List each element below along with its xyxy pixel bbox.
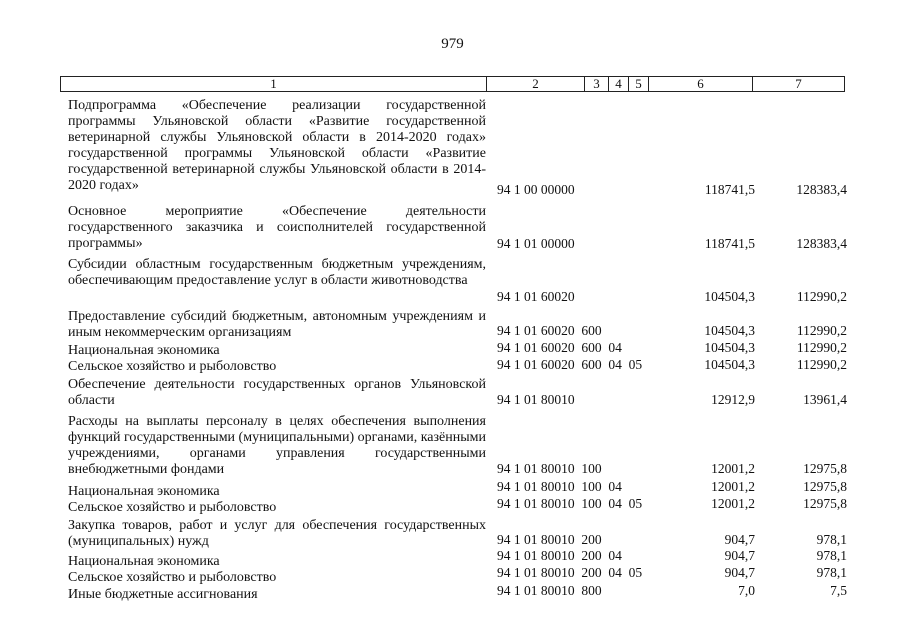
- row-description: Сельское хозяйство и рыболовство: [68, 500, 277, 515]
- column-header: 6: [649, 77, 753, 92]
- row-value-2019: 12001,2: [711, 479, 755, 494]
- row-value-2020: 112990,2: [796, 323, 847, 338]
- row-value-2020: 112990,2: [796, 340, 847, 355]
- row-description: Субсидии областным государственным бюджетным учреждениям, обеспечивающим предоставление услуг в области животноводства: [68, 257, 486, 288]
- row-description: Иные бюджетные ассигнования: [68, 587, 258, 602]
- row-code: 94 1 01 80010 100 04 05: [497, 496, 643, 511]
- row-code: 94 1 01 80010 200 04 05: [497, 565, 643, 580]
- row-code: 94 1 01 80010 200 04: [497, 548, 622, 563]
- row-description: Основное мероприятие «Обеспечение деятельности государственного заказчика и соисполнителей государственной программы»: [68, 204, 486, 251]
- row-value-2020: 978,1: [816, 532, 847, 547]
- row-code: 94 1 01 60020 600 04: [497, 340, 622, 355]
- row-value-2019: 104504,3: [704, 289, 755, 304]
- row-value-2020: 112990,2: [796, 357, 847, 372]
- row-code: 94 1 01 80010 200: [497, 532, 602, 547]
- row-value-2020: 12975,8: [803, 461, 847, 476]
- row-value-2020: 978,1: [816, 565, 847, 580]
- page-number: 979: [441, 36, 464, 52]
- row-code: 94 1 01 60020: [497, 289, 575, 304]
- row-value-2020: 12975,8: [803, 479, 847, 494]
- row-description: Национальная экономика: [68, 554, 220, 569]
- row-value-2020: 112990,2: [796, 289, 847, 304]
- row-value-2020: 128383,4: [796, 236, 847, 251]
- column-header: 2: [487, 77, 585, 92]
- row-value-2019: 904,7: [724, 565, 755, 580]
- row-description: Расходы на выплаты персоналу в целях обеспечения выполнения функций государственными (муниципальными) органами, казёнными учреждениями, органами управления государственными внебюджетными фондами: [68, 414, 486, 477]
- row-value-2019: 904,7: [724, 548, 755, 563]
- row-value-2020: 12975,8: [803, 496, 847, 511]
- row-description: Подпрограмма «Обеспечение реализации государственной программы Ульяновской области «Развитие государственной ветеринарной службы Ульяновской области в 2014-2020 годах» государственной программы Ульяновской области «Развитие государственной ветеринарной службы Ульяновской области в 2014-2020 годах»: [68, 98, 486, 193]
- row-value-2020: 7,5: [830, 583, 847, 598]
- row-description: Обеспечение деятельности государственных органов Ульяновской области: [68, 377, 486, 408]
- row-description: Национальная экономика: [68, 484, 220, 499]
- row-value-2019: 12912,9: [711, 392, 755, 407]
- column-header: 4: [609, 77, 629, 92]
- column-header: 3: [585, 77, 609, 92]
- column-header: 7: [753, 77, 845, 92]
- column-header: 5: [629, 77, 649, 92]
- row-value-2019: 12001,2: [711, 496, 755, 511]
- row-code: 94 1 01 00000: [497, 236, 575, 251]
- row-value-2019: 118741,5: [704, 236, 755, 251]
- row-value-2020: 978,1: [816, 548, 847, 563]
- row-value-2019: 104504,3: [704, 323, 755, 338]
- row-value-2019: 12001,2: [711, 461, 755, 476]
- row-code: 94 1 01 80010: [497, 392, 575, 407]
- row-code: 94 1 00 00000: [497, 182, 575, 197]
- row-description: Национальная экономика: [68, 343, 220, 358]
- row-value-2019: 7,0: [738, 583, 755, 598]
- row-value-2020: 128383,4: [796, 182, 847, 197]
- row-description: Закупка товаров, работ и услуг для обеспечения государственных (муниципальных) нужд: [68, 518, 486, 549]
- row-description: Сельское хозяйство и рыболовство: [68, 359, 277, 374]
- column-header: 1: [61, 77, 487, 92]
- row-description: Предоставление субсидий бюджетным, автономным учреждениям и иным некоммерческим организациям: [68, 309, 486, 340]
- row-code: 94 1 01 60020 600 04 05: [497, 357, 643, 372]
- row-value-2019: 904,7: [724, 532, 755, 547]
- row-code: 94 1 01 80010 100: [497, 461, 602, 476]
- row-code: 94 1 01 60020 600: [497, 323, 602, 338]
- row-value-2019: 118741,5: [704, 182, 755, 197]
- row-value-2020: 13961,4: [803, 392, 847, 407]
- row-description: Сельское хозяйство и рыболовство: [68, 570, 277, 585]
- row-value-2019: 104504,3: [704, 357, 755, 372]
- row-value-2019: 104504,3: [704, 340, 755, 355]
- row-code: 94 1 01 80010 100 04: [497, 479, 622, 494]
- row-code: 94 1 01 80010 800: [497, 583, 602, 598]
